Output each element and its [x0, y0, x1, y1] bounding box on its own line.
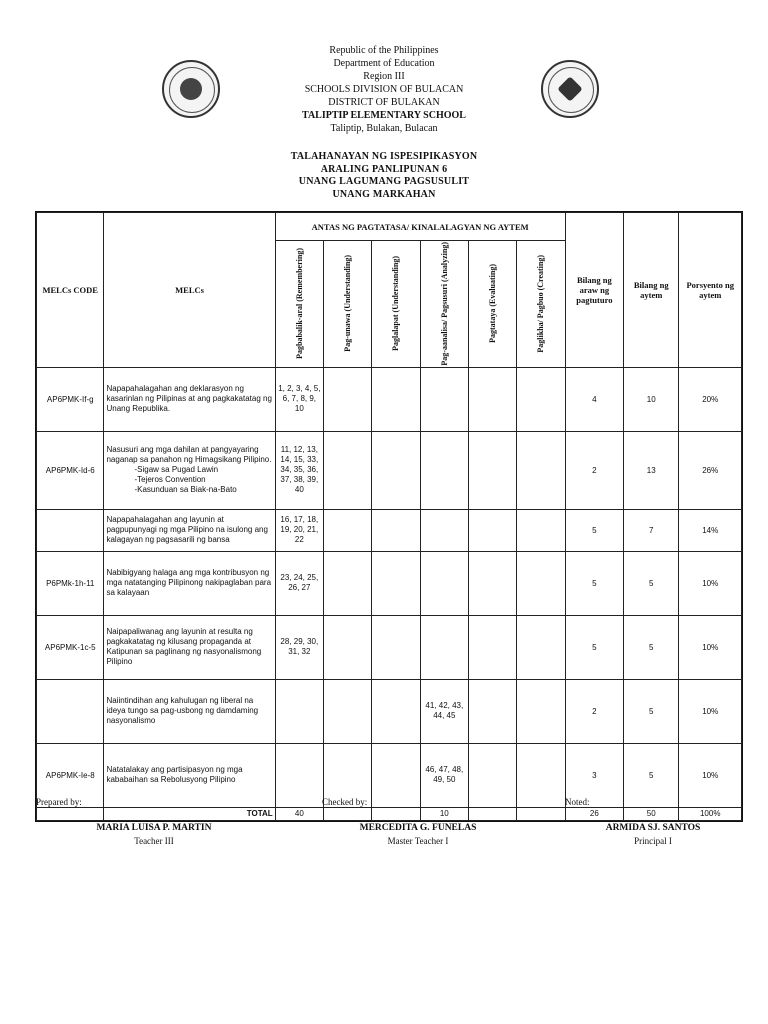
row-code [37, 679, 104, 743]
prepared-name: MARIA LUISA P. MARTIN [96, 823, 212, 833]
row-code: AP6PMK-1c-5 [37, 615, 104, 679]
table-row [37, 367, 742, 431]
row-code: AP6PMK-Ie-8 [37, 743, 104, 807]
row-remembering: 23, 24, 25, 26, 27 [275, 551, 323, 615]
row-analyzing [420, 431, 468, 509]
row-count: 13 [624, 431, 679, 509]
total-count: 50 [624, 807, 679, 820]
header-melcs: MELCs [104, 213, 275, 368]
total-analyzing: 10 [420, 807, 468, 820]
row-percent: 26% [679, 431, 742, 509]
header-days: Bilang ng araw ng pagtuturo [565, 213, 623, 368]
row-days: 4 [565, 367, 623, 431]
header-count: Bilang ng aytem [624, 213, 679, 368]
title-1: TALAHANAYAN NG ISPESIPIKASYON [290, 151, 478, 162]
header-understanding: Pag-unawa (Understanding) [343, 255, 353, 353]
title-4: UNANG MARKAHAN [332, 188, 436, 200]
header-applying: Paglalapat (Understanding) [391, 256, 401, 352]
checked-label: Checked by: [322, 797, 368, 807]
table-row [37, 743, 742, 807]
total-row [37, 807, 742, 820]
total-days: 26 [565, 807, 623, 820]
noted-name: ARMIDA SJ. SANTOS [605, 823, 701, 833]
row-melc: Naiintindihan ang kahulugan ng liberal na ideya tungo sa pag-usbong ng damdaming nasyonalismo [104, 679, 275, 743]
table-row [37, 551, 742, 615]
row-analyzing [420, 509, 468, 551]
row-melc-sub-2: -Tejeros Convention [134, 475, 206, 485]
noted-role: Principal I [634, 836, 672, 846]
row-percent: 20% [679, 367, 742, 431]
row-melc: Nabibigyang halaga ang mga kontribusyon ng mga natatanging Pilipinong nakipaglaban para sa kalayaan [104, 551, 275, 615]
row-melc: Napapahalagahan ang layunin at pagpupunyagi ng mga Pilipino na isulong ang kalagayan ng pagsasarili ng bansa [104, 509, 275, 551]
prepared-role: Teacher III [134, 836, 174, 846]
row-days: 5 [565, 509, 623, 551]
row-melc-main: Nasusuri ang mga dahilan at pangyayaring naganap sa panahon ng Himagsikang Pilipino. [106, 445, 272, 465]
letterhead [0, 44, 768, 135]
row-remembering [275, 679, 323, 743]
row-count: 5 [624, 615, 679, 679]
row-melc [104, 431, 275, 509]
row-days: 5 [565, 615, 623, 679]
total-percent: 100% [679, 807, 742, 820]
row-analyzing: 46, 47, 48, 49, 50 [420, 743, 468, 807]
row-days: 3 [565, 743, 623, 807]
prepared-label: Prepared by: [36, 797, 82, 807]
row-analyzing [420, 615, 468, 679]
table-row [37, 679, 742, 743]
header-remembering: Pagbabalik-aral (Remembering) [294, 248, 304, 360]
school-name: TALIPTIP ELEMENTARY SCHOOL [302, 110, 466, 121]
row-count: 10 [624, 367, 679, 431]
table-row [37, 431, 742, 509]
title-3: UNANG LAGUMANG PAGSUSULIT [298, 176, 470, 187]
row-melc: Naipapaliwanag ang layunin at resulta ng pagkakatatag ng kilusang propaganda at Katipunan sa paglinang ng nasyonalismong Pilipino [104, 615, 275, 679]
header-line-2: Department of Education [333, 58, 435, 69]
header-code: MELCs CODE [37, 213, 104, 368]
row-remembering: 11, 12, 13, 14, 15, 33, 34, 35, 36, 37, 38, 39, 40 [275, 431, 323, 509]
row-remembering: 1, 2, 3, 4, 5, 6, 7, 8, 9, 10 [275, 367, 323, 431]
row-code: AP6PMK-Id-6 [37, 431, 104, 509]
school-address: Taliptip, Bulakan, Bulacan [330, 123, 438, 134]
title-2: ARALING PANLIPUNAN 6 [320, 163, 448, 175]
row-percent: 14% [679, 509, 742, 551]
table-row [37, 509, 742, 551]
row-percent: 10% [679, 679, 742, 743]
row-remembering [275, 743, 323, 807]
total-remembering: 40 [275, 807, 323, 820]
specification-table [35, 211, 743, 822]
row-percent: 10% [679, 615, 742, 679]
row-remembering: 28, 29, 30, 31, 32 [275, 615, 323, 679]
row-melc: Napapahalagahan ang deklarasyon ng kasarinlan ng Pilipinas at ang pagkakatatag ng Unang Republika. [104, 367, 275, 431]
row-melc-sub-3: -Kasunduan sa Biak-na-Bato [134, 485, 237, 495]
header-percent: Porsyento ng aytem [679, 213, 742, 368]
row-count: 7 [624, 509, 679, 551]
header-evaluating: Pagtataya (Evaluating) [488, 264, 498, 344]
header-line-3: Region III [363, 71, 405, 82]
row-analyzing: 41, 42, 43, 44, 45 [420, 679, 468, 743]
row-count: 5 [624, 551, 679, 615]
row-remembering: 16, 17, 18, 19, 20, 21, 22 [275, 509, 323, 551]
row-code: P6PMk-1h-11 [37, 551, 104, 615]
header-creating: Paglikha/ Pagbuo (Creating) [536, 254, 546, 353]
noted-label: Noted: [565, 797, 590, 807]
total-label: TOTAL [104, 807, 275, 820]
row-melc-sub-1: -Sigaw sa Pugad Lawin [134, 465, 219, 475]
header-antas: ANTAS NG PAGTATASA/ KINALALAGYAN NG AYTEM [275, 213, 565, 241]
table-row [37, 615, 742, 679]
document-titles [0, 151, 768, 201]
row-code: AP6PMK-If-g [37, 367, 104, 431]
row-count: 5 [624, 743, 679, 807]
header-line-1: Republic of the Philippines [329, 45, 439, 56]
row-code [37, 509, 104, 551]
checked-name: MERCEDITA G. FUNELAS [359, 823, 477, 833]
row-percent: 10% [679, 551, 742, 615]
header-analyzing: Pag-aanalisa/ Pagsusuri (Analyzing) [439, 242, 449, 366]
row-percent: 10% [679, 743, 742, 807]
row-analyzing [420, 367, 468, 431]
header-line-5: DISTRICT OF BULAKAN [328, 97, 440, 108]
row-days: 5 [565, 551, 623, 615]
checked-role: Master Teacher I [387, 836, 449, 846]
row-days: 2 [565, 679, 623, 743]
header-line-4: SCHOOLS DIVISION OF BULACAN [304, 84, 464, 95]
row-days: 2 [565, 431, 623, 509]
row-count: 5 [624, 679, 679, 743]
row-analyzing [420, 551, 468, 615]
row-melc: Natatalakay ang partisipasyon ng mga kababaihan sa Rebolusyong Pilipino [104, 743, 275, 807]
